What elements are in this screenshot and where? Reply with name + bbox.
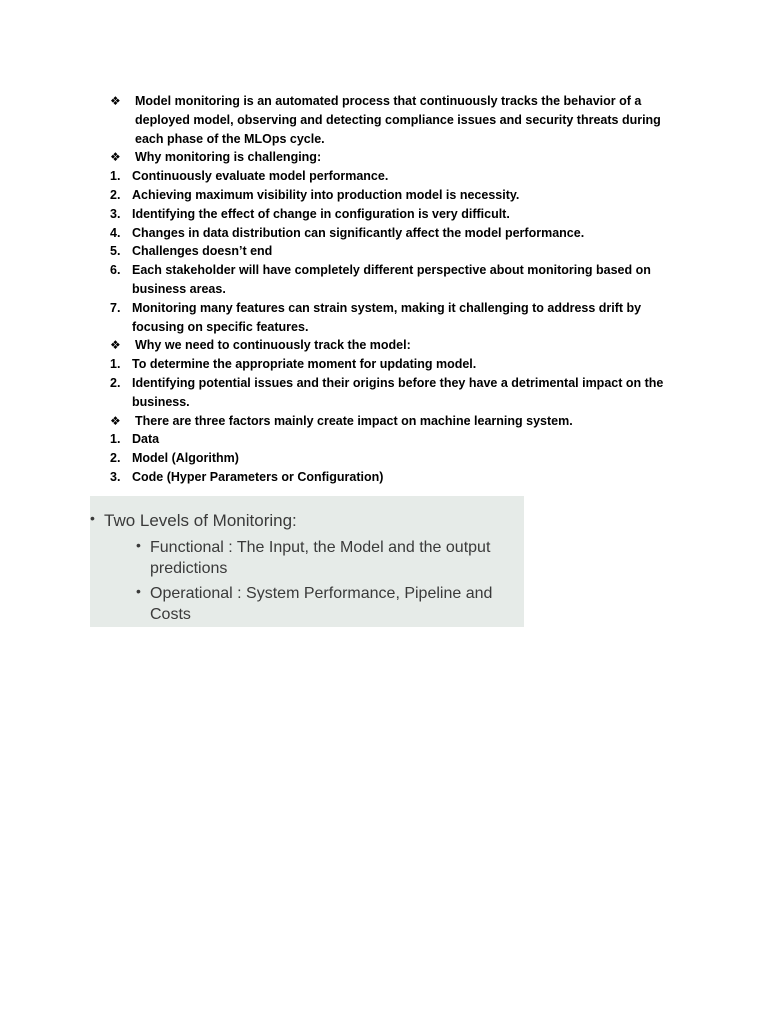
monitoring-levels-slide-image: [90, 496, 524, 627]
bullet-text: There are three factors mainly create impact on machine learning system.: [135, 413, 573, 428]
list-item: [110, 186, 690, 205]
tracking-list: [110, 355, 690, 411]
list-number: 5.: [110, 244, 121, 259]
bullet-section-tracking: [110, 336, 690, 355]
list-item-text: Continuously evaluate model performance.: [132, 169, 389, 184]
list-item-text: Data: [132, 432, 160, 447]
list-item: [110, 261, 690, 299]
list-item: [110, 242, 690, 261]
list-number: 3.: [110, 206, 121, 221]
diamond-bullet-icon: ❖: [110, 150, 121, 165]
list-item: [110, 449, 690, 468]
list-item-text: Changes in data distribution can significantly affect the model performance.: [132, 225, 585, 240]
list-item: [110, 355, 690, 374]
challenges-list: [110, 167, 690, 336]
list-item: [110, 299, 690, 337]
diamond-bullet-icon: ❖: [110, 413, 121, 428]
bullet-section-challenges: [110, 148, 690, 167]
bullet-section-definition: [110, 92, 690, 148]
slide-heading-text: Two Levels of Monitoring:: [104, 511, 297, 530]
slide-sub-item-text: Functional : The Input, the Model and the output predictions: [150, 539, 491, 577]
list-item-text: Identifying the effect of change in configuration is very difficult.: [132, 206, 510, 221]
list-number: 1.: [110, 357, 121, 372]
bullet-text: Model monitoring is an automated process that continuously tracks the behavior of a deployed model, observing and detecting compliance issues and security threats during each phase of the MLOps cycle.: [135, 94, 661, 146]
bullet-text: Why monitoring is challenging:: [135, 150, 322, 165]
list-number: 1.: [110, 432, 121, 447]
list-item-text: Identifying potential issues and their origins before they have a detrimental impact on the business.: [132, 375, 664, 409]
list-item: [110, 205, 690, 224]
list-item-text: Achieving maximum visibility into production model is necessity.: [132, 187, 520, 202]
list-item-text: Model (Algorithm): [132, 451, 239, 466]
diamond-bullet-icon: ❖: [110, 94, 121, 108]
slide-sub-item-operational: [150, 583, 510, 625]
list-number: 2.: [110, 187, 121, 202]
bullet-text: Why we need to continuously track the model:: [135, 338, 411, 353]
bullet-section-factors: [110, 412, 690, 431]
slide-sub-bullet-icon: •: [136, 583, 141, 599]
factors-list: [110, 430, 690, 486]
slide-sub-bullet-icon: •: [136, 537, 141, 553]
list-number: 2.: [110, 375, 121, 390]
document-body: [110, 92, 690, 487]
list-item: [110, 468, 690, 487]
list-item: [110, 430, 690, 449]
slide-heading: [104, 510, 297, 532]
slide-sub-item-functional: [150, 537, 510, 579]
diamond-bullet-icon: ❖: [110, 338, 121, 353]
list-number: 2.: [110, 451, 121, 466]
list-item: [110, 167, 690, 186]
list-item: [110, 374, 690, 412]
list-number: 1.: [110, 169, 121, 184]
list-number: 7.: [110, 300, 121, 315]
list-item-text: Code (Hyper Parameters or Configuration): [132, 469, 384, 484]
list-item: [110, 224, 690, 243]
list-item-text: Monitoring many features can strain system, making it challenging to address drift by focusing on specific features.: [132, 300, 642, 334]
list-number: 6.: [110, 263, 121, 278]
slide-sub-item-text: Operational : System Performance, Pipeline and Costs: [150, 585, 493, 623]
list-number: 3.: [110, 469, 121, 484]
list-number: 4.: [110, 225, 121, 240]
slide-bullet-icon: •: [90, 510, 95, 526]
list-item-text: Challenges doesn’t end: [132, 244, 273, 259]
list-item-text: To determine the appropriate moment for updating model.: [132, 357, 477, 372]
list-item-text: Each stakeholder will have completely different perspective about monitoring based on business areas.: [132, 263, 651, 296]
